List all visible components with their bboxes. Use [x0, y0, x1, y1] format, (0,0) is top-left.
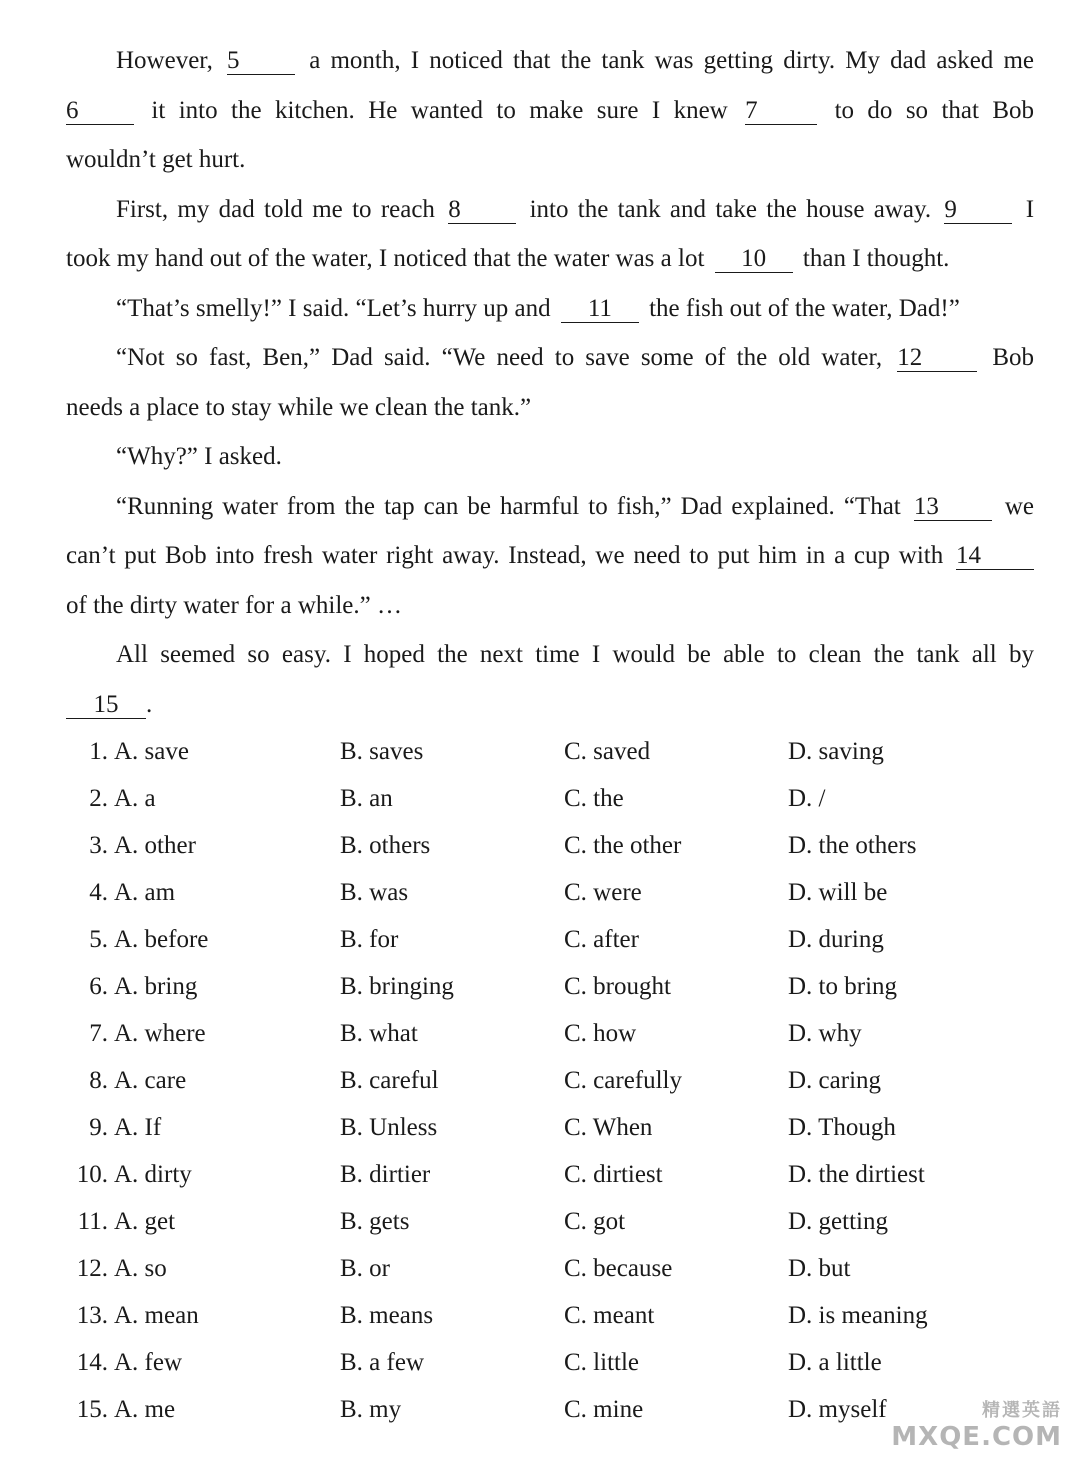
- option-c: C. When: [564, 1114, 653, 1141]
- option-d: D. but: [788, 1255, 851, 1282]
- passage-text: Bob: [992, 344, 1034, 371]
- question-row: [66, 1292, 1026, 1339]
- option-c: C. carefully: [564, 1067, 683, 1094]
- option-b: B. bringing: [340, 973, 454, 1000]
- blank-5: 5: [227, 50, 295, 75]
- passage-text: took my hand out of the water, I noticed that the water was a lot: [66, 245, 705, 272]
- option-b: B. Unless: [340, 1114, 438, 1141]
- option-b: B. others: [340, 832, 431, 859]
- blank-13: 13: [914, 496, 992, 521]
- option-d: D. to bring: [788, 973, 898, 1000]
- question-number: 7.: [89, 1020, 108, 1047]
- option-b: B. an: [340, 785, 393, 812]
- passage-text: to do so that Bob: [834, 96, 1035, 124]
- option-c: C. meant: [564, 1302, 655, 1329]
- question-row: [66, 963, 1026, 1010]
- option-d: D. /: [788, 785, 826, 812]
- option-a: A. am: [114, 879, 176, 906]
- passage-text: “That’s smelly!” I said. “Let’s hurry up and: [116, 294, 551, 322]
- question-number: 14.: [76, 1349, 108, 1376]
- option-b: B. saves: [340, 738, 424, 765]
- option-b: B. a few: [340, 1349, 424, 1376]
- option-a: A. so: [114, 1255, 167, 1282]
- question-number: 6.: [89, 973, 108, 1000]
- option-b: B. or: [340, 1255, 390, 1282]
- passage-line: [66, 284, 1034, 334]
- option-b: B. means: [340, 1302, 434, 1329]
- passage-text: “Running water from the tap can be harmful to fish,” Dad explained. “That: [116, 492, 901, 520]
- question-number: 12.: [76, 1255, 108, 1282]
- passage-text: can’t put Bob into fresh water right away. Instead, we need to put him in a cup with: [66, 542, 944, 569]
- passage-text: However,: [116, 47, 213, 74]
- blank-15: 15: [66, 694, 146, 719]
- passage-text: into the tank and take the house away.: [529, 195, 932, 223]
- option-a: A. me: [114, 1396, 176, 1423]
- option-c: C. saved: [564, 738, 651, 765]
- blank-7: 7: [745, 100, 817, 125]
- passage-text: of the dirty water for a while.” …: [66, 591, 402, 619]
- cloze-passage: [66, 36, 1034, 729]
- option-a: A. where: [114, 1020, 206, 1047]
- question-row: [66, 822, 1026, 869]
- option-b: B. was: [340, 879, 409, 906]
- question-number: 8.: [89, 1067, 108, 1094]
- question-number: 1.: [89, 738, 108, 765]
- passage-line: [66, 482, 1034, 532]
- option-c: C. little: [564, 1349, 639, 1376]
- option-d: D. will be: [788, 879, 888, 906]
- option-b: B. my: [340, 1396, 402, 1423]
- passage-text: All seemed so easy. I hoped the next time I would be able to clean the tank all by: [116, 641, 1034, 668]
- option-b: B. careful: [340, 1067, 439, 1094]
- blank-11: 11: [561, 298, 639, 323]
- option-a: A. If: [114, 1114, 162, 1141]
- passage-line: [66, 135, 1034, 185]
- option-a: A. save: [114, 738, 189, 765]
- passage-text: we: [1004, 492, 1035, 520]
- watermark: [882, 1396, 1062, 1456]
- option-a: A. before: [114, 926, 209, 953]
- option-c: C. the: [564, 785, 624, 812]
- option-d: D. why: [788, 1020, 862, 1047]
- passage-text: First, my dad told me to reach: [116, 195, 435, 223]
- question-number: 9.: [89, 1114, 108, 1141]
- option-c: C. brought: [564, 973, 671, 1000]
- passage-line: [66, 383, 1034, 433]
- passage-line: [66, 86, 1034, 136]
- question-row: [66, 916, 1026, 963]
- option-d: D. during: [788, 926, 884, 953]
- blank-10: 10: [715, 248, 793, 273]
- question-number: 11.: [77, 1208, 108, 1235]
- passage-text: “Not so fast, Ben,” Dad said. “We need to save some of the old water,: [116, 344, 883, 371]
- option-c: C. were: [564, 879, 642, 906]
- option-d: D. saving: [788, 738, 884, 765]
- watermark-text: 精選英語: [982, 1400, 1062, 1421]
- option-b: B. gets: [340, 1208, 410, 1235]
- option-d: D. the dirtiest: [788, 1161, 925, 1188]
- question-number: 4.: [89, 879, 108, 906]
- option-a: A. few: [114, 1349, 183, 1376]
- passage-text: wouldn’t get hurt.: [66, 146, 246, 173]
- option-c: C. mine: [564, 1396, 644, 1423]
- passage-text: .: [146, 690, 153, 718]
- option-d: D. Though: [788, 1114, 896, 1141]
- option-b: B. dirtier: [340, 1161, 431, 1188]
- option-a: A. a: [114, 785, 156, 812]
- question-number: 2.: [89, 785, 108, 812]
- passage-line: [66, 185, 1034, 235]
- blank-9: 9: [944, 199, 1012, 224]
- option-c: C. how: [564, 1020, 637, 1047]
- passage-line: [66, 234, 1034, 284]
- option-a: A. dirty: [114, 1161, 192, 1188]
- question-number: 5.: [89, 926, 108, 953]
- blank-14: 14: [956, 545, 1034, 570]
- question-number: 13.: [76, 1302, 108, 1329]
- passage-text: I: [1025, 195, 1035, 223]
- passage-text: needs a place to stay while we clean the tank.”: [66, 393, 532, 421]
- option-d: D. myself: [788, 1396, 887, 1423]
- option-d: D. getting: [788, 1208, 888, 1235]
- question-number: 10.: [76, 1161, 108, 1188]
- question-row: [66, 1245, 1026, 1292]
- question-number: 15.: [76, 1396, 108, 1423]
- question-row: [66, 775, 1026, 822]
- option-d: D. a little: [788, 1349, 882, 1376]
- option-d: D. the others: [788, 832, 917, 859]
- question-row: [66, 1010, 1026, 1057]
- watermark-url: MXQE.COM: [891, 1422, 1062, 1452]
- option-c: C. after: [564, 926, 639, 953]
- passage-text: it into the kitchen. He wanted to make sure I knew: [151, 96, 728, 124]
- passage-text: than I thought.: [802, 245, 950, 272]
- option-a: A. other: [114, 832, 196, 859]
- blank-12: 12: [897, 347, 977, 372]
- question-row: [66, 728, 1026, 775]
- option-c: C. got: [564, 1208, 626, 1235]
- question-row: [66, 1104, 1026, 1151]
- option-c: C. dirtiest: [564, 1161, 663, 1188]
- option-c: C. because: [564, 1255, 673, 1282]
- option-c: C. the other: [564, 832, 682, 859]
- option-a: A. bring: [114, 973, 198, 1000]
- option-d: D. caring: [788, 1067, 882, 1094]
- question-row: [66, 1057, 1026, 1104]
- passage-line: [66, 630, 1034, 680]
- passage-line: [66, 432, 1034, 482]
- option-a: A. mean: [114, 1302, 199, 1329]
- passage-text: a month, I noticed that the tank was getting dirty. My dad asked me: [309, 47, 1035, 74]
- passage-line: [66, 36, 1034, 86]
- answer-options: [66, 728, 1026, 1433]
- question-row: [66, 1151, 1026, 1198]
- passage-line: [66, 531, 1034, 581]
- blank-6: 6: [66, 100, 134, 125]
- question-row: [66, 1198, 1026, 1245]
- question-row: [66, 869, 1026, 916]
- passage-line: [66, 581, 1034, 631]
- passage-text: “Why?” I asked.: [116, 443, 282, 470]
- passage-line: [66, 333, 1034, 383]
- option-b: B. for: [340, 926, 399, 953]
- option-a: A. get: [114, 1208, 176, 1235]
- question-row: [66, 1339, 1026, 1386]
- option-b: B. what: [340, 1020, 418, 1047]
- blank-8: 8: [448, 199, 516, 224]
- question-number: 3.: [89, 832, 108, 859]
- option-a: A. care: [114, 1067, 187, 1094]
- passage-line: [66, 680, 1034, 730]
- passage-text: the fish out of the water, Dad!”: [649, 294, 960, 322]
- option-d: D. is meaning: [788, 1302, 928, 1329]
